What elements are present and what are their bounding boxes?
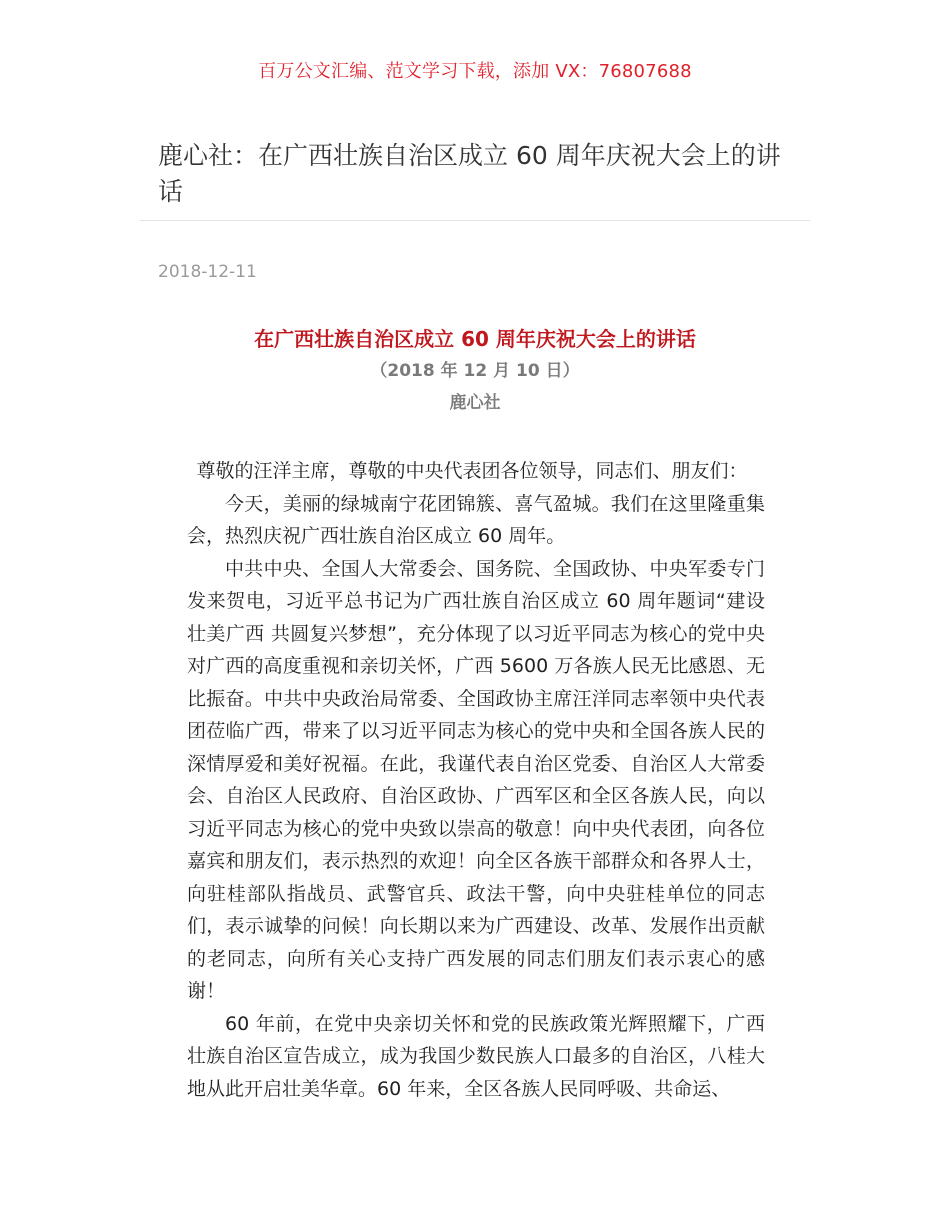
body-paragraph: 中共中央、全国人大常委会、国务院、全国政协、中央军委专门发来贺电，习近平总书记为广西壮族自治区成立 60 周年题词“建设壮美广西 共圆复兴梦想”，充分体现了以习近平同志为核心的党中央对广西的高度重视和亲切关怀，广西 5600 万各族人民无比感恩、无比振奋。中共中央政治局常委、全国政协主席汪洋同志率领中央代表团莅临广西，带来了以习近平同志为核心的党中央和全国各族人民的深情厚爱和美好祝福。在此，我谨代表自治区党委、自治区人大常委会、自治区人民政府、自治区政协、广西军区和全区各族人民，向以习近平同志为核心的党中央致以崇高的敬意！向中央代表团，向各位嘉宾和朋友们，表示热烈的欢迎！向全区各族干部群众和各界人士，向驻桂部队指战员、武警官兵、政法干警，向中央驻桂单位的同志们，表示诚挚的问候！向长期以来为广西建设、改革、发展作出贡献的老同志，向所有关心支持广西发展的同志们朋友们表示衷心的感谢！	[187, 557, 765, 1002]
publish-date: 2018-12-11	[158, 262, 257, 282]
promo-banner: 百万公文汇编、范文学习下载，添加 VX：76807688	[258, 61, 692, 82]
speech-author: 鹿心社	[449, 393, 501, 413]
speech-date: （2018 年 12 月 10 日）	[370, 361, 580, 381]
speech-body	[187, 455, 765, 1105]
speech-title: 在广西壮族自治区成立 60 周年庆祝大会上的讲话	[254, 327, 696, 351]
title-divider	[140, 220, 810, 221]
article-title: 鹿心社：在广西壮族自治区成立 60 周年庆祝大会上的讲话	[158, 141, 781, 206]
salutation-paragraph: 尊敬的汪洋主席，尊敬的中央代表团各位领导，同志们、朋友们：	[196, 460, 748, 482]
body-paragraph: 今天，美丽的绿城南宁花团锦簇、喜气盈城。我们在这里隆重集会，热烈庆祝广西壮族自治区成立 60 周年。	[187, 492, 765, 547]
body-paragraph: 60 年前，在党中央亲切关怀和党的民族政策光辉照耀下，广西壮族自治区宣告成立，成为我国少数民族人口最多的自治区，八桂大地从此开启壮美华章。60 年来，全区各族人民同呼吸、共命运、	[187, 1012, 765, 1100]
speech-header	[0, 324, 950, 416]
